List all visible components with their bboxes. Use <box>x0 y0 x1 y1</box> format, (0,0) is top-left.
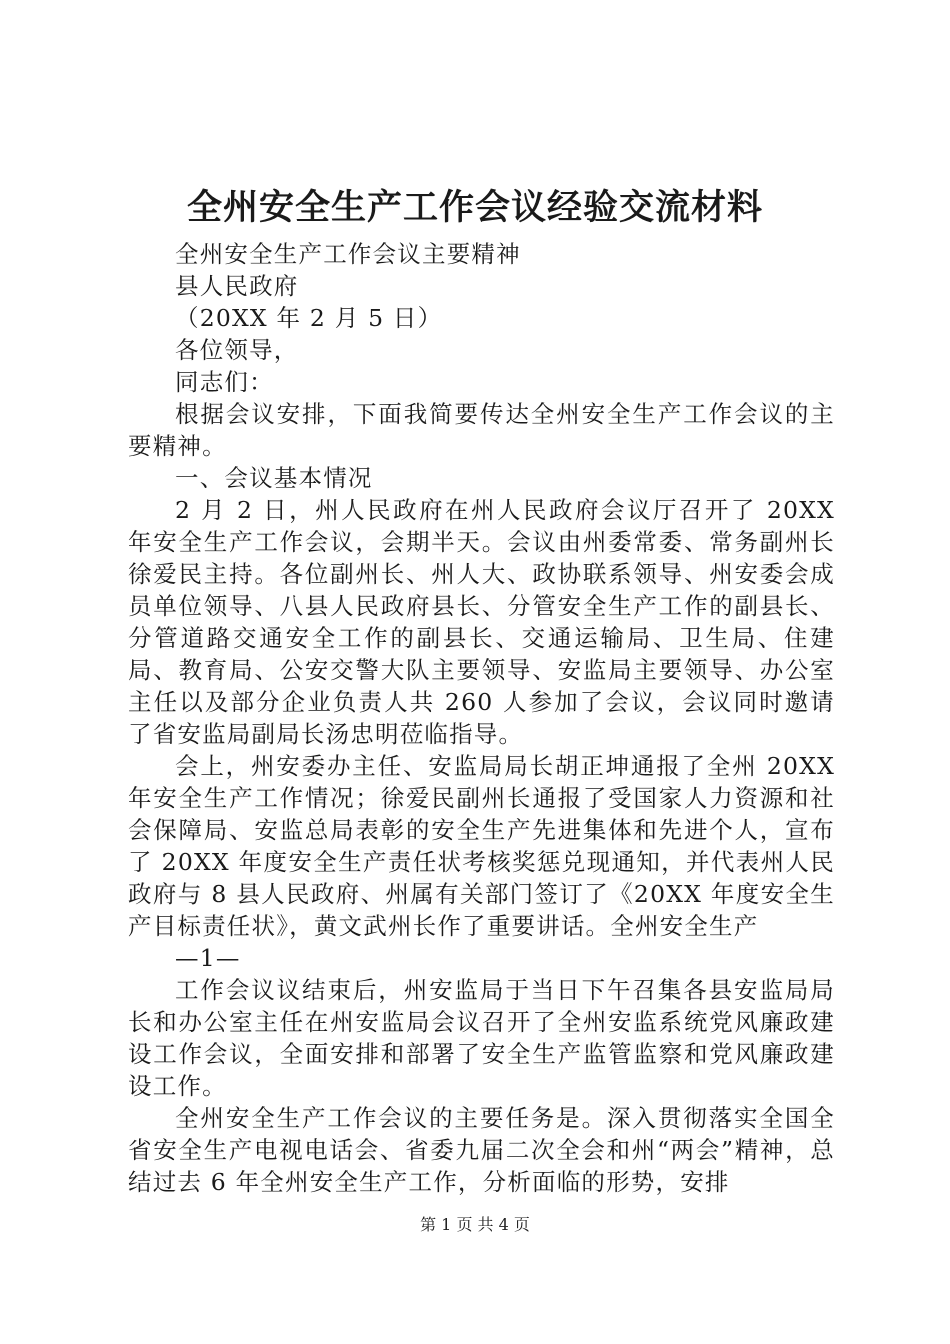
salutation-paragraph: 各位领导， <box>175 336 299 364</box>
inline-page-marker: —1— <box>175 944 241 972</box>
body-paragraph: 根据会议安排，下面我简要传达全州安全生产工作会议的主要精神。 <box>128 400 835 460</box>
issuer-paragraph: 县人民政府 <box>175 272 299 300</box>
salutation-paragraph: 同志们： <box>175 368 274 396</box>
section-heading: 一、会议基本情况 <box>175 464 373 492</box>
body-paragraph: 全州安全生产工作会议的主要任务是。深入贯彻落实全国全省安全生产电视电话会、省委九届二次全会和州“两会”精神，总结过去 6 年全州安全生产工作，分析面临的形势，安排 <box>128 1104 835 1196</box>
body-paragraph: 2 月 2 日，州人民政府在州人民政府会议厅召开了 20XX 年安全生产工作会议，会期半天。会议由州委常委、常务副州长徐爱民主持。各位副州长、州人大、政协联系领导、州安委会成员单位领导、八县人民政府县长、分管安全生产工作的副县长、分管道路交通安全工作的副县长、交通运输局、卫生局、住建局、教育局、公安交警大队主要领导、安监局主要领导、办公室主任以及部分企业负责人共 260 人参加了会议，会议同时邀请了省安监局副局长汤忠明莅临指导。 <box>128 496 835 748</box>
page-footer: 第 1 页 共 4 页 <box>420 1215 530 1234</box>
document-title: 全州安全生产工作会议经验交流材料 <box>186 187 763 228</box>
document-body <box>128 210 835 1198</box>
subtitle-paragraph: 全州安全生产工作会议主要精神 <box>175 240 521 268</box>
body-paragraph: 工作会议议结束后，州安监局于当日下午召集各县安监局局长和办公室主任在州安监局会议召开了全州安监系统党风廉政建设工作会议，全面安排和部署了安全生产监管监察和党风廉政建设工作。 <box>128 976 835 1100</box>
date-paragraph: （20XX 年 2 月 5 日） <box>175 304 443 332</box>
body-paragraph: 会上，州安委办主任、安监局局长胡正坤通报了全州 20XX 年安全生产工作情况；徐爱民副州长通报了受国家人力资源和社会保障局、安监总局表彰的安全生产先进集体和先进个人，宣布了 20XX 年度安全生产责任状考核奖惩兑现通知，并代表州人民政府与 8 县人民政府、州属有关部门签订了《20XX 年度安全生产目标责任状》，黄文武州长作了重要讲话。全州安全生产 <box>128 752 835 940</box>
